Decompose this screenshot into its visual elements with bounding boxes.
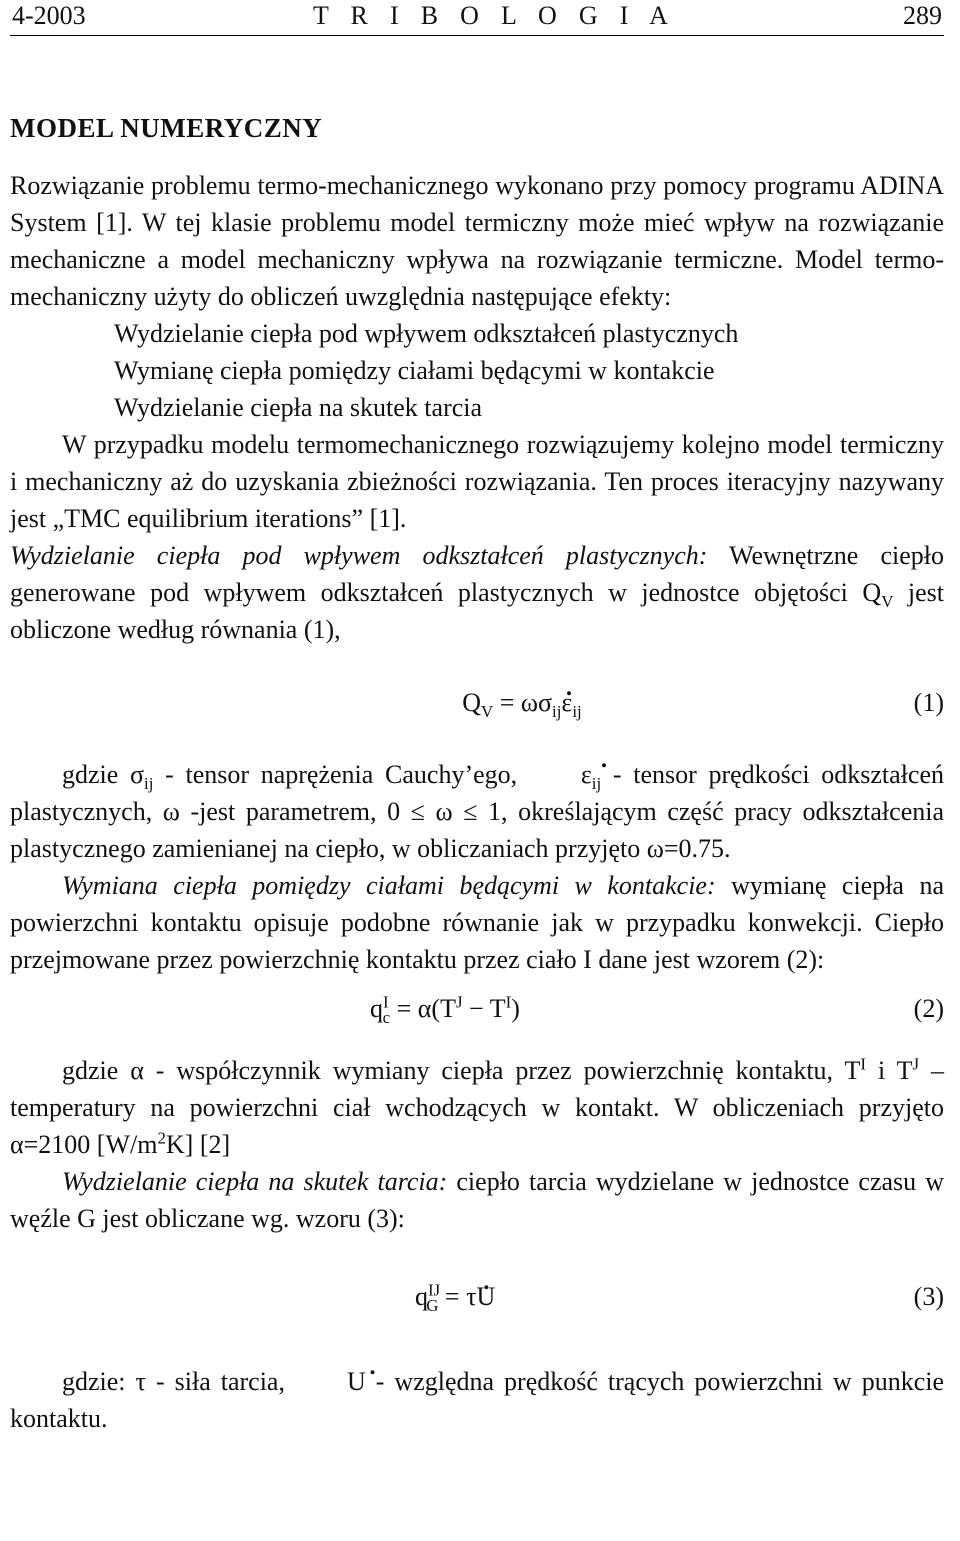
contact-where-end: K] [2] [165,1130,231,1159]
equation-2 [10,978,944,1038]
section-title: MODEL NUMERYCZNY [10,113,323,143]
equation-2-number: (2) [913,993,944,1023]
friction-heading: Wydzielanie ciepła na skutek tarcia: [62,1167,448,1196]
contact-where-paragraph: gdzie α - współczynnik wymiany ciepła przez powierzchnię kontaktu, $T^I$ i $T^J$ – temperatury na powierzchni ciał wchodzących w kontakt. W obliczeniach przyjęto α=2100 $[W/m^2K]$ [2] [10,1054,945,1159]
equation-1-number: (1) [913,687,944,717]
qv-subscript: V [881,592,894,612]
page-number: 289 [903,1,942,30]
equation-3-number: (3) [913,1281,944,1311]
contact-where-mid: i T [866,1056,913,1085]
equation-1 [10,662,944,742]
plastic-paragraph [10,537,944,648]
friction-paragraph [10,1163,944,1237]
coupling-paragraph: W przypadku modelu termomechanicznego rozwiązujemy kolejno model termiczny i mechaniczny aż do uzyskania zbieżności rozwiązania. Ten proces iteracyjny nazywany jest „TMC equilibrium iterations” [1]. [10,430,944,533]
contact-heading: Wymiana ciepła pomiędzy ciałami będącymi w kontakcie: [62,871,716,900]
friction-text: ciepło tarcia wydzielane w jednostce czasu w węźle G jest obliczane wg. wzoru (3): [10,1167,945,1233]
contact-paragraph [10,867,944,978]
list-item: Wydzielanie ciepła pod wpływem odkształceń plastycznych [114,319,739,348]
intro-paragraph: Rozwiązanie problemu termo-mechanicznego wykonano przy pomocy programu ADINA System [1]. W tej klasie problemu model termiczny może mieć wpływ na rozwiązanie mechaniczne a model mechaniczny wpływa na rozwiązanie termiczne. Model termo-mechaniczny użyty do obliczeń uwzględnia następujące efekty: [10,171,944,311]
plastic-where-rest: - tensor prędkości odkształceń plastycznych, ω -jest parametrem, 0 ≤ ω ≤ 1, określającym część pracy odkształcenia plastycznego zamienianej na ciepło, w obliczaniach przyjęto ω=0.75. [10,760,944,863]
plastic-where-start: gdzie σ [62,760,145,789]
list-item: Wymianę ciepła pomiędzy ciałami będącymi w kontakcie [114,356,715,385]
effects-list [10,315,944,426]
contact-text: wymianę ciepła na powierzchni kontaktu opisuje podobne równanie jak w przypadku konwekcji. Ciepło przejmowane przez powierzchnię kontaktu przez ciało I dane jest wzorem (2): [10,871,944,974]
friction-where-paragraph: gdzie: τ - siła tarcia, U . - względna prędkość trących powierzchni w punkcie kontaktu. [10,1363,944,1437]
friction-where-start: gdzie: τ - siła tarcia, [62,1367,295,1396]
running-header [10,0,944,32]
issue-label: 4-2003 [12,1,86,30]
plastic-where-paragraph: gdzie $\sigma_{ij}$ - tensor naprężenia Cauchy’ego, ε $._{ij}$ - tensor prędkości odkształceń plastycznych, ω -jest parametrem, 0 ≤ ω ≤ 1, określającym część pracy odkształcenia plastycznego zamienianej na ciepło, w obliczaniach przyjęto ω=0.75. [10,756,944,867]
equation-2-formula: $q^I_c = \alpha(T^J - T^I)$ [370,991,520,1027]
plastic-text-2: jest obliczone według równania (1), [10,578,944,644]
equation-1-formula: $Q_V = \omega\sigma_{ij}\varepsilon$ $._{ij}$ [10,684,884,721]
header-rule [10,35,944,36]
plastic-where-mid: - tensor naprężenia Cauchy’ego, [153,760,529,789]
list-item: Wydzielanie ciepła na skutek tarcia [114,393,483,422]
contact-where-rest: – temperatury na powierzchni ciał wchodzących w kontakt. W obliczeniach przyjęto α=2100 [W/m [10,1056,945,1159]
equation-3 [10,1251,944,1341]
journal-title: T R I B O L O G I A [312,1,676,30]
plastic-heading: Wydzielanie ciepła pod wpływem odkształceń plastycznych: [10,541,708,570]
contact-where-start: gdzie α - współczynnik wymiany ciepła przez powierzchnię kontaktu, T [62,1056,861,1085]
plastic-text: Wewnętrzne ciepło generowane pod wpływem odkształceń plastycznych w jednostce objętości Q [10,541,944,607]
friction-where-rest: - względna prędkość trących powierzchni w punkcie kontaktu. [10,1367,945,1433]
equation-3-formula: $q^{IJ}_G = \tau U$ . [10,1278,884,1315]
